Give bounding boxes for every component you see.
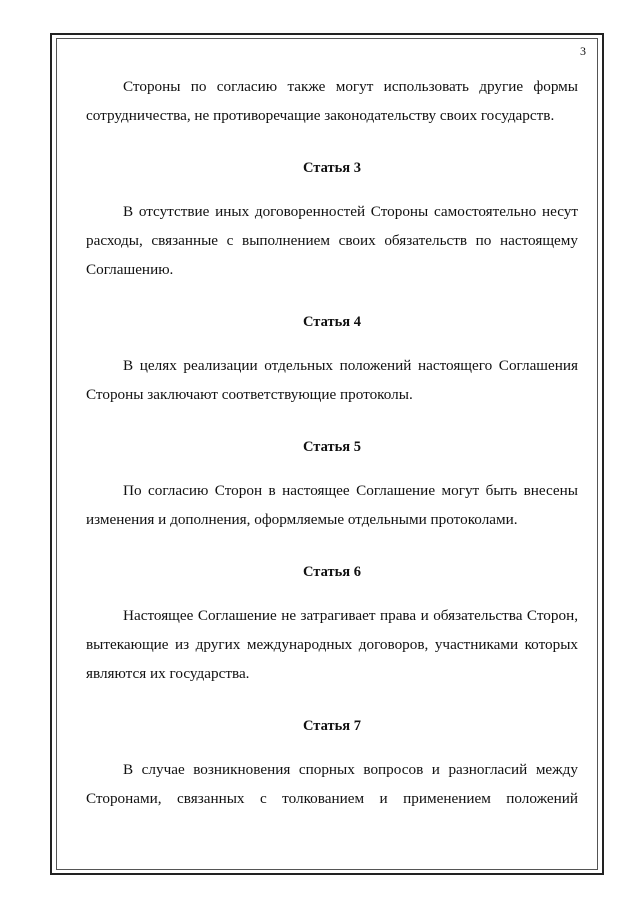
article-3-heading: Статья 3 <box>303 160 361 176</box>
article-4-paragraph: В целях реализации отдельных положений настоящего Соглашения Стороны заключают соответствующие протоколы. <box>86 357 578 403</box>
article-4-heading: Статья 4 <box>303 314 361 330</box>
article-7-paragraph: В случае возникновения спорных вопросов и разногласий между Сторонами, связанных с толкованием и применением положений <box>86 761 578 807</box>
article-7-heading: Статья 7 <box>303 718 361 734</box>
article-5-heading: Статья 5 <box>303 439 361 455</box>
article-6-paragraph: Настоящее Соглашение не затрагивает права и обязательства Сторон, вытекающие из других международных договоров, участниками которых являются их государства. <box>86 607 578 682</box>
page-number: 3 <box>580 44 586 58</box>
article-5-paragraph: По согласию Сторон в настоящее Соглашение могут быть внесены изменения и дополнения, оформляемые отдельными протоколами. <box>86 482 578 528</box>
article-2-paragraph-continued: Стороны по согласию также могут использовать другие формы сотрудничества, не противоречащие законодательству своих государств. <box>86 78 578 124</box>
article-6-heading: Статья 6 <box>303 564 361 580</box>
document-body <box>86 72 578 813</box>
article-3-paragraph: В отсутствие иных договоренностей Стороны самостоятельно несут расходы, связанные с выполнением своих обязательств по настоящему Соглашению. <box>86 203 578 278</box>
